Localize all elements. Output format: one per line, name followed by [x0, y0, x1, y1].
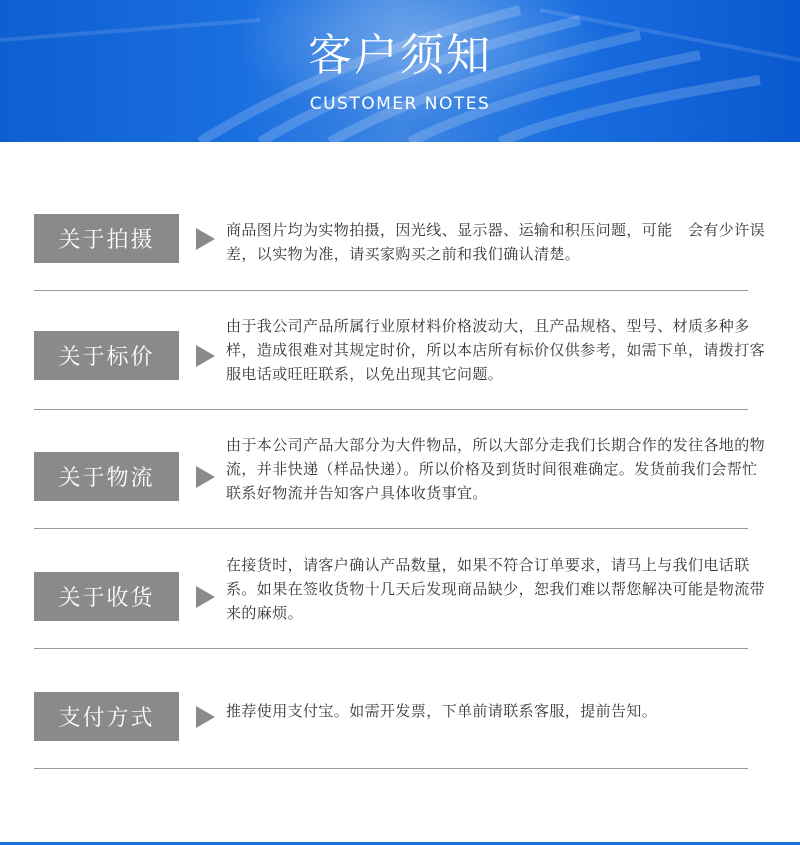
section-text-receiving: 在接货时，请客户确认产品数量，如果不符合订单要求，请马上与我们电话联系。如果在签收货物十几天后发现商品缺少，恕我们难以帮您解决可能是物流带来的麻烦。 [226, 556, 766, 622]
notes-section-receiving [34, 530, 766, 649]
section-text-logistics: 由于本公司产品大部分为大件物品，所以大部分走我们长期合作的发往各地的物流，并非快递（样品快递）。所以价格及到货时间很难确定。发货前我们会帮忙联系好物流并告知客户具体收货事宜。 [226, 436, 766, 502]
section-label-payment: 支付方式 [34, 692, 179, 741]
section-text-photography: 商品图片均为实物拍摄，因光线、显示器、运输和积压问题，可能 会有少许误差，以实物为准，请买家购买之前和我们确认清楚。 [226, 221, 766, 263]
arrow-right-icon [196, 228, 215, 250]
arrow-right-icon [196, 706, 215, 728]
notes-section-pricing [34, 291, 766, 410]
notes-section-payment [34, 650, 748, 769]
header-banner [0, 0, 800, 142]
arrow-right-icon [196, 466, 215, 488]
section-label-receiving: 关于收货 [34, 572, 179, 621]
page-subtitle: CUSTOMER NOTES [309, 94, 491, 114]
arrow-right-icon [196, 586, 215, 608]
section-text-pricing: 由于我公司产品所属行业原材料价格波动大，且产品规格、型号、材质多种多样，造成很难对其规定时价，所以本店所有标价仅供参考，如需下单，请拨打客服电话或旺旺联系，以免出现其它问题。 [226, 317, 766, 383]
notes-section-logistics [34, 410, 766, 529]
notes-section-photography [34, 172, 766, 291]
arrow-right-icon [196, 345, 215, 367]
page-title: 客户须知 [308, 30, 492, 81]
section-label-logistics: 关于物流 [34, 452, 179, 501]
section-text-payment: 推荐使用支付宝。如需开发票，下单前请联系客服，提前告知。 [226, 702, 658, 720]
section-label-pricing: 关于标价 [34, 331, 179, 380]
section-label-photography: 关于拍摄 [34, 214, 179, 263]
